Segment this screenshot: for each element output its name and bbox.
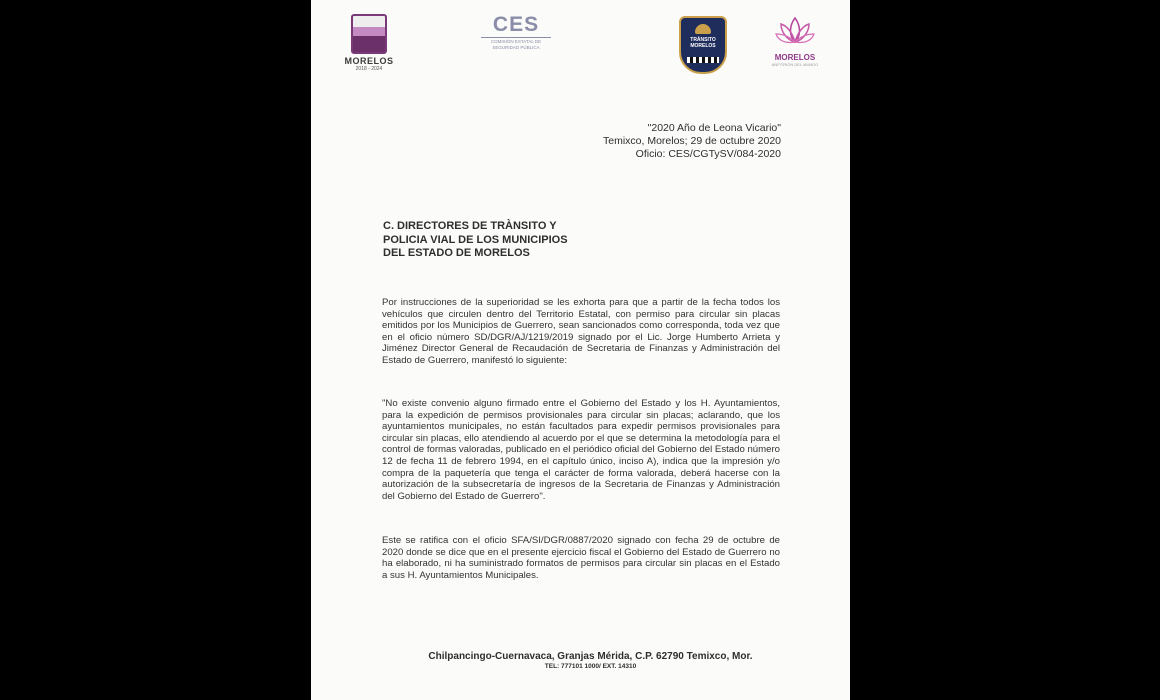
morelos-crest-icon: [351, 14, 387, 54]
ces-logo: [477, 14, 555, 51]
transito-logo-text: TRÁNSITO: [690, 37, 716, 43]
morelos-lotus-logo-subtitle: ANFITRIÓN DEL MUNDO: [771, 62, 819, 67]
oficio-number: Oficio: CES/CGTySV/084-2020: [635, 148, 781, 160]
ces-logo-subtitle: COMISIÓN ESTATAL DE SEGURIDAD PÚBLICA: [490, 39, 542, 50]
addressee-line-2: POLICIA VIAL DE LOS MUNICIPIOS: [383, 233, 568, 246]
body-paragraph-1: Por instrucciones de la superioridad se les exhorta para que a partir de la fecha todos los vehículos que circulen dentro del Territorio Estatal, con permiso para circular sin placas emitidos por los Municipios de Guerrero, sean sancionados como corresponda, toda vez que en el oficio número SD/DGR/AJ/1219/2019 signado por el Lic. Jorge Humberto Arrieta y Jiménez Director General de Recaudación de Secretaria de Finanzas y Administración del Estado de Guerrero, manifestó lo siguiente:: [382, 297, 780, 366]
document-page: [311, 0, 850, 700]
morelos-logo-text: MORELOS: [344, 56, 394, 66]
addressee-line-3: DEL ESTADO DE MORELOS: [383, 247, 530, 259]
lotus-icon: [775, 14, 815, 48]
addressee: [383, 220, 568, 261]
footer-telephone: TEL: 777101 1000/ EXT. 14310: [544, 663, 637, 670]
transito-logo-subtext: MORELOS: [690, 43, 716, 49]
morelos-government-logo: [339, 14, 399, 72]
ces-logo-text: CES: [492, 13, 540, 36]
shield-icon: [679, 16, 727, 74]
police-cap-icon: [695, 24, 711, 34]
letter-header: [603, 122, 781, 161]
transito-shield-logo: [679, 16, 727, 76]
footer-address: Chilpancingo-Cuernavaca, Granjas Mérida, C.P. 62790 Temixco, Mor.: [428, 651, 753, 662]
morelos-logo-years: 2018 - 2024: [355, 66, 383, 72]
morelos-lotus-logo: [767, 14, 823, 67]
body-paragraph-3: Este se ratifica con el oficio SFA/SI/DGR/0887/2020 signado con fecha 29 de octubre de 2020 donde se dice que en el presente ejercicio fiscal el Gobierno del Estado de Guerrero no ha elaborado, ni ha suministrado formatos de permisos para circular sin placas en el Estado a sus H. Ayuntamientos Municipales.: [382, 535, 780, 581]
body-paragraph-quote: "No existe convenio alguno firmado entre el Gobierno del Estado y los H. Ayuntamientos, para la expedición de permisos provisionales para circular sin placas; aclarando, que los ayuntamientos municipales, no están facultados para expedir permisos provisionales para circular sin placas, ello atendiendo al acuerdo por el que se determina la metodología para el control de formas valoradas, publicado en el periódico oficial del Gobierno del Estado número 12 de fecha 11 de febrero 1994, en el capítulo único, inciso A), indica que la impresión y/o compra de la paquetería que tenga el carácter de forma valorada, deberá hacerse con la autorización de la subsecretaría de ingresos de la Secretaria de Finanzas y Administración del Gobierno del Estado de Guerrero".: [382, 398, 780, 502]
motto: "2020 Año de Leona Vicario": [647, 122, 781, 134]
ces-logo-divider: [481, 37, 551, 38]
place-date: Temixco, Morelos; 29 de octubre 2020: [602, 135, 781, 147]
addressee-line-1: C. DIRECTORES DE TRÀNSITO Y: [383, 220, 557, 232]
morelos-lotus-logo-text: MORELOS: [774, 53, 816, 62]
letter-footer: [311, 651, 850, 670]
checker-band: [687, 57, 719, 63]
